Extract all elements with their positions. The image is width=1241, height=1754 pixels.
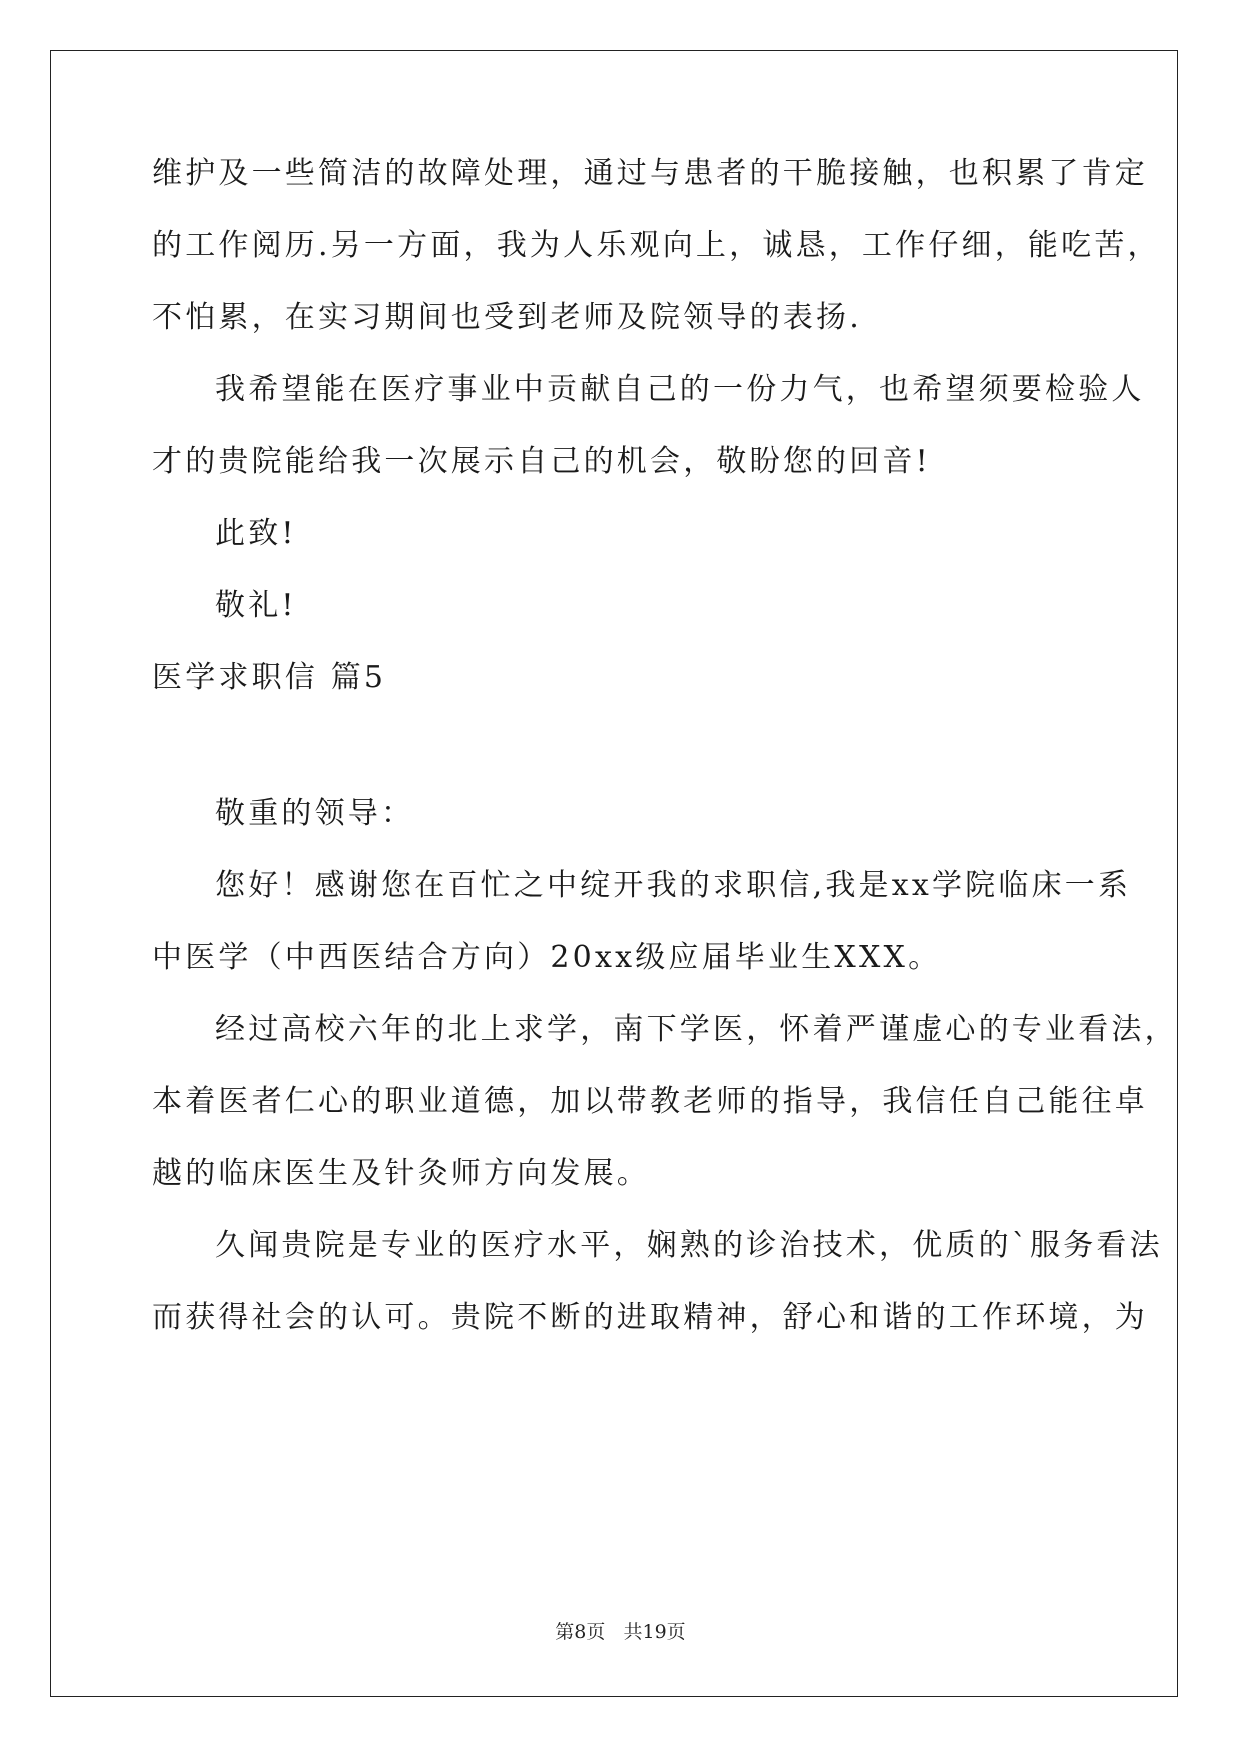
- paragraph-line: 维护及一些简洁的故障处理，通过与患者的干脆接触，也积累了肯定: [152, 156, 1148, 191]
- closing-line: 敬礼!: [215, 588, 297, 623]
- paragraph-line: 本着医者仁心的职业道德，加以带教老师的指导，我信任自己能往卓: [152, 1084, 1148, 1119]
- paragraph-line: 久闻贵院是专业的医疗水平，娴熟的诊治技术，优质的`服务看法: [215, 1228, 1163, 1263]
- paragraph-line: 我希望能在医疗事业中贡献自己的一份力气，也希望须要检验人: [215, 372, 1145, 407]
- salutation: 敬重的领导：: [215, 796, 415, 831]
- paragraph-line: 经过高校六年的北上求学，南下学医，怀着严谨虚心的专业看法，: [215, 1012, 1178, 1047]
- paragraph-line: 的工作阅历.另一方面，我为人乐观向上，诚恳，工作仔细，能吃苦，: [152, 228, 1161, 263]
- page-number-footer: 第8页 共19页: [555, 1621, 686, 1643]
- section-heading: 医学求职信 篇5: [152, 660, 387, 695]
- paragraph-line: 中医学（中西医结合方向）20xx级应届毕业生XXX。: [152, 940, 942, 975]
- paragraph-line: 才的贵院能给我一次展示自己的机会，敬盼您的回音!: [152, 444, 931, 479]
- document-body: [152, 0, 1178, 1754]
- paragraph-line: 越的临床医生及针灸师方向发展。: [152, 1156, 650, 1191]
- paragraph-line: 您好！感谢您在百忙之中绽开我的求职信,我是xx学院临床一系: [215, 868, 1132, 903]
- closing-line: 此致!: [215, 516, 297, 551]
- paragraph-line: 而获得社会的认可。贵院不断的进取精神，舒心和谐的工作环境，为: [152, 1300, 1148, 1335]
- paragraph-line: 不怕累，在实习期间也受到老师及院领导的表扬.: [152, 300, 862, 335]
